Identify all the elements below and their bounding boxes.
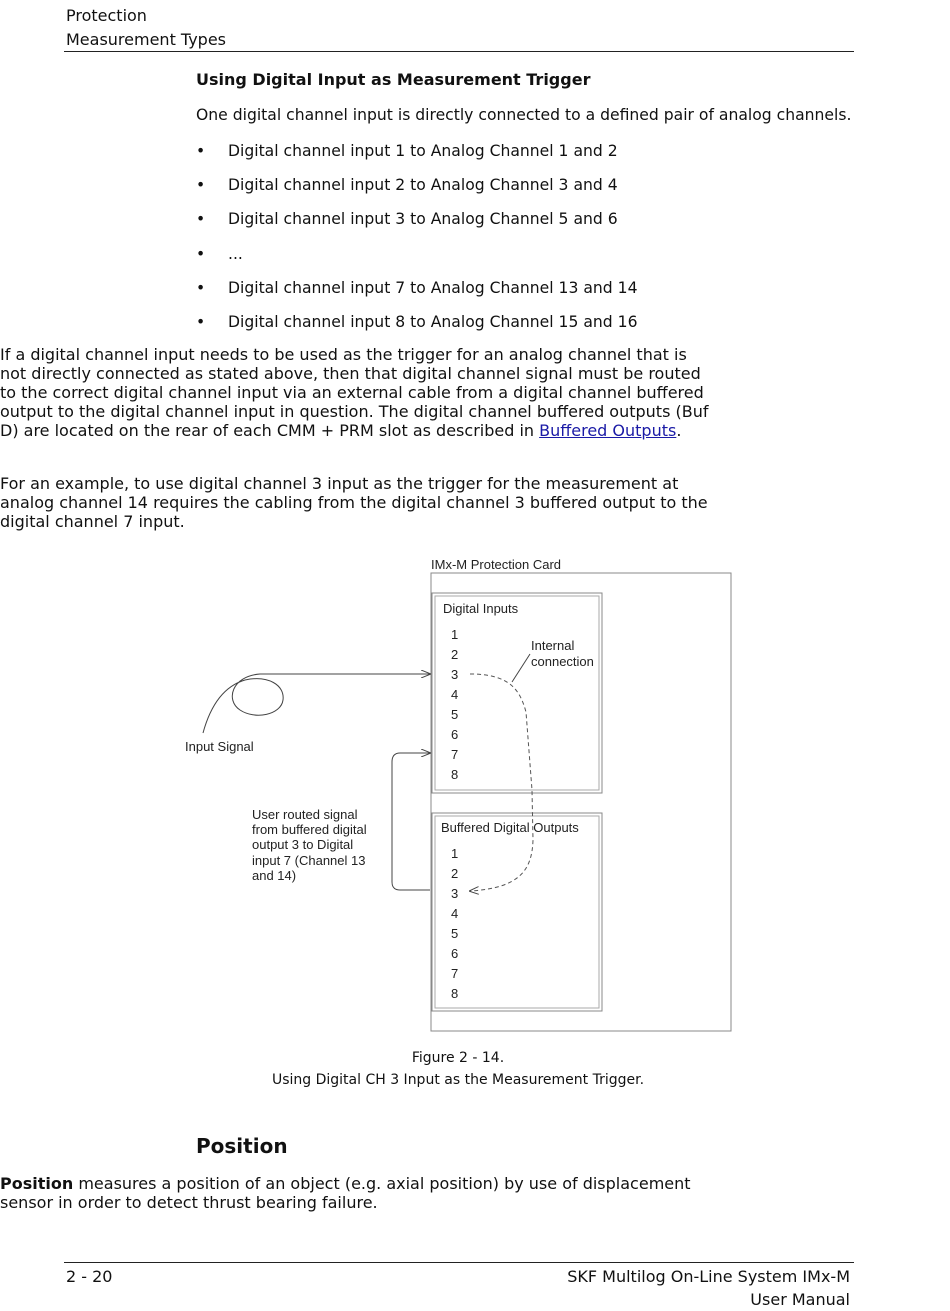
digital-input-number-7: 7 [451,747,459,762]
page-number: 2 - 20 [66,1267,113,1286]
digital-input-number-4: 4 [451,687,459,702]
header-divider [64,51,854,52]
buffered-output-number-5: 5 [451,926,459,941]
svg-text:from buffered digital: from buffered digital [252,822,367,837]
position-paragraph: Position measures a position of an object (e.g. axial position) by use of displacement sensor in order to detect thrust bearing failure. [0,1174,691,1212]
header-chapter: Protection [66,6,147,25]
buffered-output-number-1: 1 [451,846,459,861]
internal-connection-pointer [512,654,530,682]
user-routed-wire [392,753,430,890]
svg-text:and 14): and 14) [252,868,297,883]
svg-text:output 3 to Digital: output 3 to Digital [252,837,354,852]
buffered-outputs-title: Buffered Digital Outputs [441,820,579,835]
footer-title: SKF Multilog On-Line System IMx-M [567,1267,850,1286]
buffered-output-number-6: 6 [451,946,459,961]
footer-divider [64,1262,854,1263]
input-signal-wire [203,674,430,733]
digital-input-number-5: 5 [451,707,459,722]
svg-text:User routed signal: User routed signal [252,807,358,822]
svg-text:input 7 (Channel 13: input 7 (Channel 13 [252,853,366,868]
position-heading: Position [196,1134,288,1158]
digital-inputs-box [432,593,602,793]
digital-input-numbers [451,627,458,782]
digital-input-number-1: 1 [451,627,459,642]
buffered-outputs-box [432,813,602,1011]
figure-caption: Using Digital CH 3 Input as the Measurement Trigger. [271,1072,645,1088]
buffered-outputs-link[interactable]: Buffered Outputs [539,421,677,440]
digital-input-number-6: 6 [451,727,459,742]
digital-input-number-2: 2 [451,647,459,662]
footer-subtitle: User Manual [750,1290,850,1309]
input-signal-label: Input Signal [185,739,254,754]
buffered-output-numbers [451,846,458,1001]
buffered-output-number-4: 4 [451,906,459,921]
header-section: Measurement Types [66,30,227,49]
digital-inputs-title: Digital Inputs [443,601,519,616]
buffered-output-number-2: 2 [451,866,459,881]
subsection-title: Using Digital Input as Measurement Trigger [196,70,591,89]
buffered-output-number-7: 7 [451,966,459,981]
user-routed-label [252,807,367,883]
intro-paragraph: One digital channel input is directly connected to a defined pair of analog channels. [196,106,852,124]
routing-paragraph: If a digital channel input needs to be used as the trigger for an analog channel that is not directly connected as stated above, then that digital channel signal must be routed to the correct digital channel input via an external cable from a digital channel buffered output to the digital channel input in question. The digital channel buffered outputs (Buf D) are located on the rear of each CMM + PRM slot as described in Buffered Outputs. [0,345,709,440]
digital-input-number-8: 8 [451,767,459,782]
example-paragraph: For an example, to use digital channel 3 input as the trigger for the measurement at analog channel 14 requires the cabling from the digital channel 3 buffered output to the digital channel 7 input. [0,474,708,531]
figure-number: Figure 2 - 14. [411,1050,505,1066]
digital-input-number-3: 3 [451,667,459,682]
internal-connection-path [470,674,533,891]
internal-connection-label-1: Internal [531,638,575,653]
internal-connection-label-2: connection [531,654,594,669]
card-title: IMx-M Protection Card [431,557,562,572]
buffered-output-number-8: 8 [451,986,459,1001]
buffered-output-number-3: 3 [451,886,459,901]
protection-card-box [431,573,731,1031]
